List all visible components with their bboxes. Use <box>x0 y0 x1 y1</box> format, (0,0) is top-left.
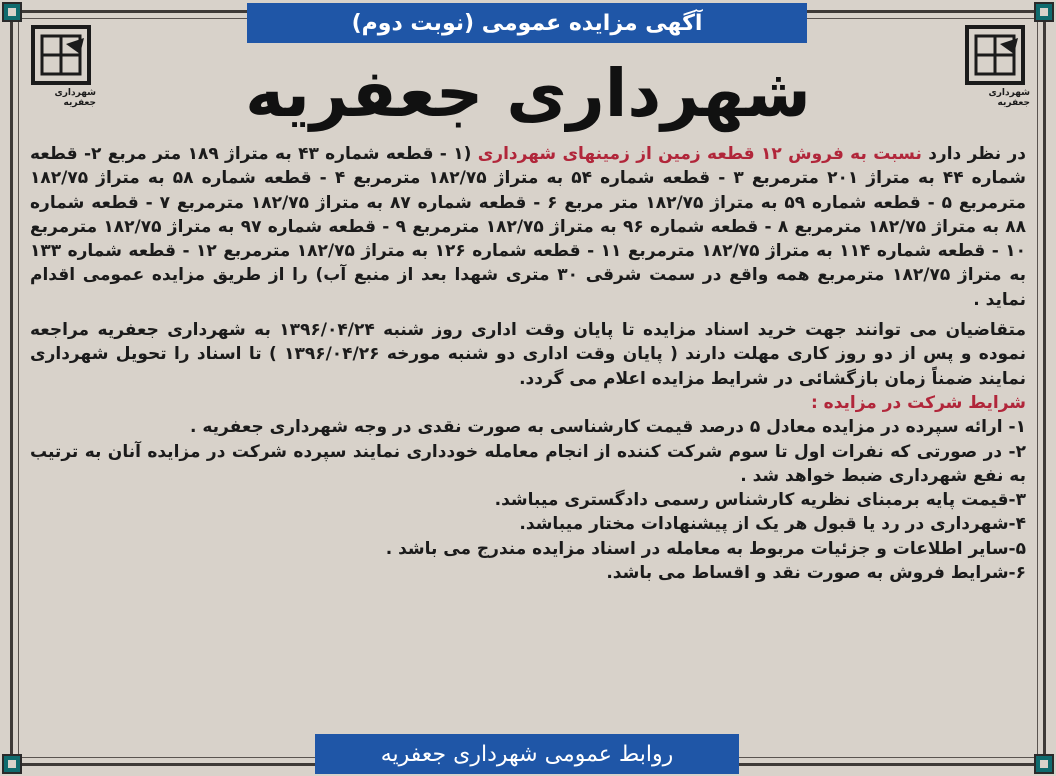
logo-right <box>960 24 1030 108</box>
corner-ornament-icon <box>2 754 22 774</box>
footer-banner: روابط عمومی شهرداری جعفریه <box>315 734 739 774</box>
corner-ornament-icon <box>2 2 22 22</box>
municipality-logo-icon <box>964 24 1026 86</box>
intro-rest: (۱ - قطعه شماره ۴۳ به متراژ ۱۸۹ متر مربع ۲- قطعه شماره ۴۴ به متراژ ۲۰۱ مترمربع ۳ - قطعه شماره ۵۴ به متراژ ۱۸۲/۷۵ مترمربع ۴ - قطعه شماره ۵۸ به متراژ ۱۸۲/۷۵ مترمربع ۵ - قطعه شماره ۵۹ به متراژ ۱۸۲/۷۵ متر مربع ۶ - قطعه شماره ۸۷ به متراژ ۱۸۲/۷۵ مترمربع ۷ - قطعه شماره ۸۸ به متراژ ۱۸۲/۷۵ مترمربع ۸ - قطعه شماره ۹۶ به متراژ ۱۸۲/۷۵ مترمربع ۹ - قطعه شماره ۹۷ به متراژ ۱۸۲/۷۵ مترمربع ۱۰ - قطعه شماره ۱۱۴ به متراژ ۱۸۲/۷۵ مترمربع ۱۱ - قطعه شماره ۱۲۶ به متراژ ۱۸۲/۷۵ مترمربع ۱۲ - قطعه شماره ۱۳۳ به متراژ ۱۸۲/۷۵ مترمربع همه واقع در سمت شرقی ۳۰ متری شهدا بعد از منبع آب) را از طریق مزایده عمومی اقدام نماید . <box>30 144 1027 310</box>
deadline-paragraph: متقاضیان می توانند جهت خرید اسناد مزایده تا پایان وقت اداری روز شنبه ۱۳۹۶/۰۴/۲۴ به شهرداری جعفریه مراجعه نموده و پس از دو روز کاری مهلت دارند ( پایان وقت اداری دو شنبه مورخه ۱۳۹۶/۰۴/۲۶ ) تا اسناد را تحویل شهرداری نمایند ضمناً زمان بازگشائی در شرایط مزایده اعلام می گردد. <box>30 320 1026 389</box>
condition-item: ۱- ارائه سپرده در مزایده معادل ۵ درصد قیمت کارشناسی به صورت نقدی در وجه شهرداری جعفریه . <box>189 417 1026 438</box>
logo-left <box>26 24 96 108</box>
header-banner: آگهی مزایده عمومی (نوبت دوم) <box>247 3 807 43</box>
logo-text: شهرداری جعفریه <box>988 88 1030 108</box>
intro-highlight: نسبت به فروش ۱۲ قطعه زمین از زمینهای شهرداری <box>477 144 922 164</box>
ad-body <box>30 142 1026 585</box>
intro-lead: در نظر دارد <box>928 144 1026 164</box>
conditions-title: شرایط شرکت در مزایده : <box>810 392 1026 413</box>
page-title: شهرداری جعفریه <box>245 54 811 132</box>
corner-ornament-icon <box>1034 2 1054 22</box>
intro-paragraph <box>30 142 1026 312</box>
municipality-logo-icon <box>30 24 92 86</box>
condition-item: ۵-سایر اطلاعات و جزئیات مربوط به معامله در اسناد مزایده مندرج می باشد . <box>385 538 1026 559</box>
condition-item: ۶-شرایط فروش به صورت نقد و اقساط می باشد. <box>606 563 1026 584</box>
condition-item: ۴-شهرداری در رد یا قبول هر یک از پیشنهادات مختار میباشد. <box>519 514 1026 535</box>
corner-ornament-icon <box>1034 754 1054 774</box>
condition-item: ۲- در صورتی که نفرات اول تا سوم شرکت کننده از انجام معامله خودداری نمایند سپرده شرکت در مزایده آنان به ترتیب به نفع شهرداری ضبط خواهد شد . <box>30 441 1026 486</box>
logo-text: شهرداری جعفریه <box>54 88 96 108</box>
condition-item: ۳-قیمت پایه برمبنای نظریه کارشناس رسمی دادگستری میباشد. <box>494 490 1026 511</box>
